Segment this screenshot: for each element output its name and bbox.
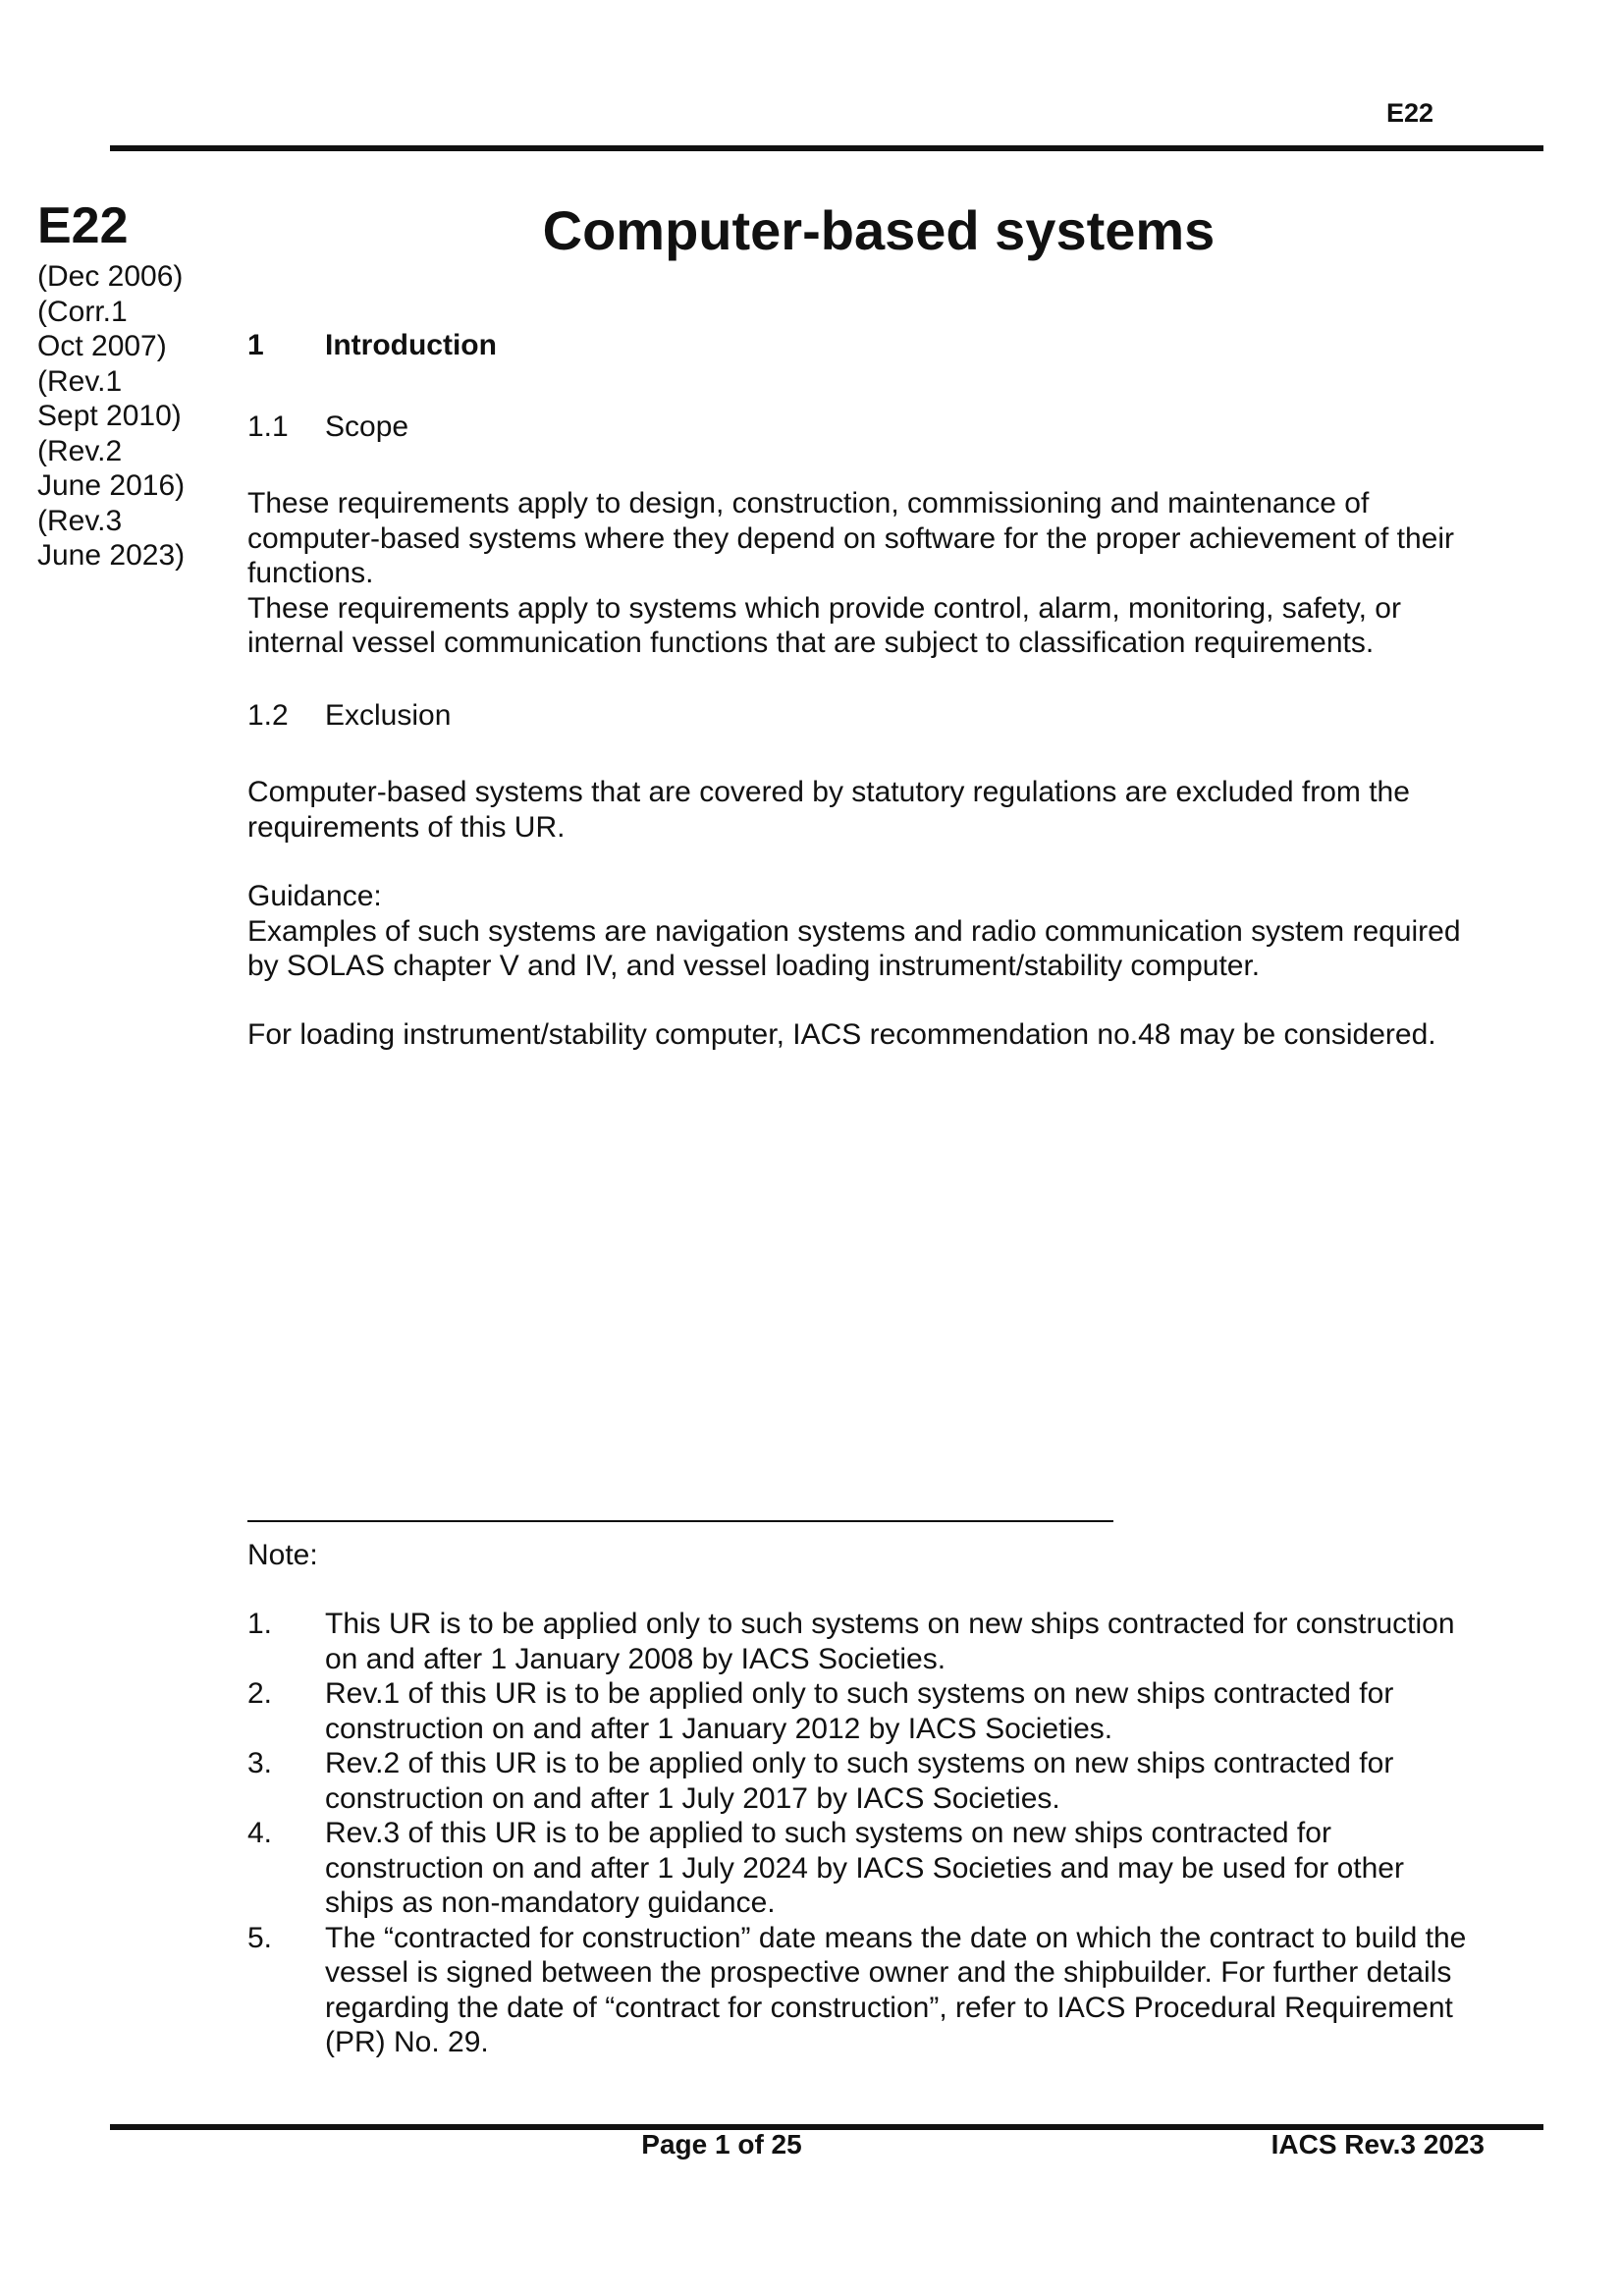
revision-line: (Rev.3 — [37, 504, 123, 537]
subsection-number: 1.2 — [247, 699, 289, 732]
text-line: on and after 1 January 2008 by IACS Societies. — [325, 1642, 946, 1675]
note-number: 1. — [247, 1608, 273, 1640]
subsection-heading-scope — [247, 410, 1514, 445]
section-heading — [247, 328, 1514, 363]
margin-code: E22 — [37, 197, 129, 254]
text-line: internal vessel communication functions that are subject to classification requirements. — [247, 627, 1375, 659]
header-rule — [110, 145, 1543, 151]
text-line: (PR) No. 29. — [325, 2026, 489, 2058]
text-line: ships as non-mandatory guidance. — [325, 1886, 776, 1919]
revision-line: (Dec 2006) — [37, 260, 184, 293]
revision-line: (Corr.1 — [37, 295, 128, 328]
revision-line: (Rev.2 — [37, 434, 123, 467]
revision-line: Oct 2007) — [37, 330, 167, 362]
section-title: Introduction — [325, 329, 497, 361]
text-line: vessel is signed between the prospective owner and the shipbuilder. For further details — [325, 1956, 1452, 1989]
text-line: For loading instrument/stability computer, IACS recommendation no.48 may be considered. — [247, 1018, 1436, 1051]
note-number: 4. — [247, 1817, 273, 1849]
text-line: construction on and after 1 January 2012 by IACS Societies. — [325, 1712, 1113, 1745]
subsection-title: Exclusion — [325, 699, 452, 732]
text-line: Rev.2 of this UR is to be applied only to such systems on new ships contracted for — [325, 1747, 1394, 1779]
guidance-block — [247, 879, 1514, 984]
note-item — [247, 1676, 1524, 1746]
note-item — [247, 1816, 1524, 1921]
footer-issuer: IACS Rev.3 2023 — [1271, 2129, 1485, 2159]
revision-history — [37, 259, 204, 574]
note-label: Note: — [247, 1539, 318, 1571]
revision-line: June 2023) — [37, 539, 186, 572]
text-line: Examples of such systems are navigation systems and radio communication system required — [247, 914, 1461, 948]
text-line: This UR is to be applied only to such systems on new ships contracted for construction — [325, 1608, 1455, 1640]
text-line: The “contracted for construction” date means the date on which the contract to build the — [325, 1921, 1467, 1954]
revision-line: (Rev.1 — [37, 364, 123, 398]
note-separator — [247, 1520, 1113, 1522]
text-line: construction on and after 1 July 2017 by IACS Societies. — [325, 1781, 1060, 1815]
note-number: 5. — [247, 1921, 273, 1954]
text-line: functions. — [247, 557, 374, 589]
scope-paragraph — [247, 486, 1514, 661]
revision-line: June 2016) — [37, 469, 186, 502]
subsection-title: Scope — [325, 410, 409, 443]
text-line: Rev.3 of this UR is to be applied to such systems on new ships contracted for — [325, 1817, 1331, 1849]
text-line: Rev.1 of this UR is to be applied only to such systems on new ships contracted for — [325, 1677, 1394, 1710]
note-item — [247, 1607, 1524, 1676]
text-line: Computer-based systems that are covered by statutory regulations are excluded from the — [247, 776, 1410, 808]
page-title: Computer-based systems — [542, 199, 1216, 261]
text-line: regarding the date of “contract for construction”, refer to IACS Procedural Requirement — [325, 1991, 1453, 2024]
text-line: by SOLAS chapter V and IV, and vessel loading instrument/stability computer. — [247, 950, 1261, 982]
text-line: computer-based systems where they depend on software for the proper achievement of their — [247, 521, 1454, 555]
revision-line: Sept 2010) — [37, 400, 182, 432]
page-number: Page 1 of 25 — [641, 2129, 802, 2159]
note-list — [247, 1607, 1524, 2060]
note-number: 2. — [247, 1677, 273, 1710]
guidance-label: Guidance: — [247, 880, 382, 912]
text-line: construction on and after 1 July 2024 by IACS Societies and may be used for other — [325, 1851, 1404, 1885]
exclusion-paragraph — [247, 775, 1514, 845]
header-code: E22 — [1385, 98, 1433, 128]
note-item — [247, 1746, 1524, 1816]
note-number: 3. — [247, 1747, 273, 1779]
section-number: 1 — [247, 329, 264, 361]
text-line: These requirements apply to design, construction, commissioning and maintenance of — [247, 487, 1370, 519]
subsection-heading-exclusion — [247, 698, 1514, 734]
loading-instrument-paragraph — [247, 1017, 1514, 1053]
text-line: requirements of this UR. — [247, 810, 566, 844]
subsection-number: 1.1 — [247, 410, 289, 443]
note-item — [247, 1921, 1524, 2060]
text-line: These requirements apply to systems which provide control, alarm, monitoring, safety, or — [247, 591, 1401, 625]
